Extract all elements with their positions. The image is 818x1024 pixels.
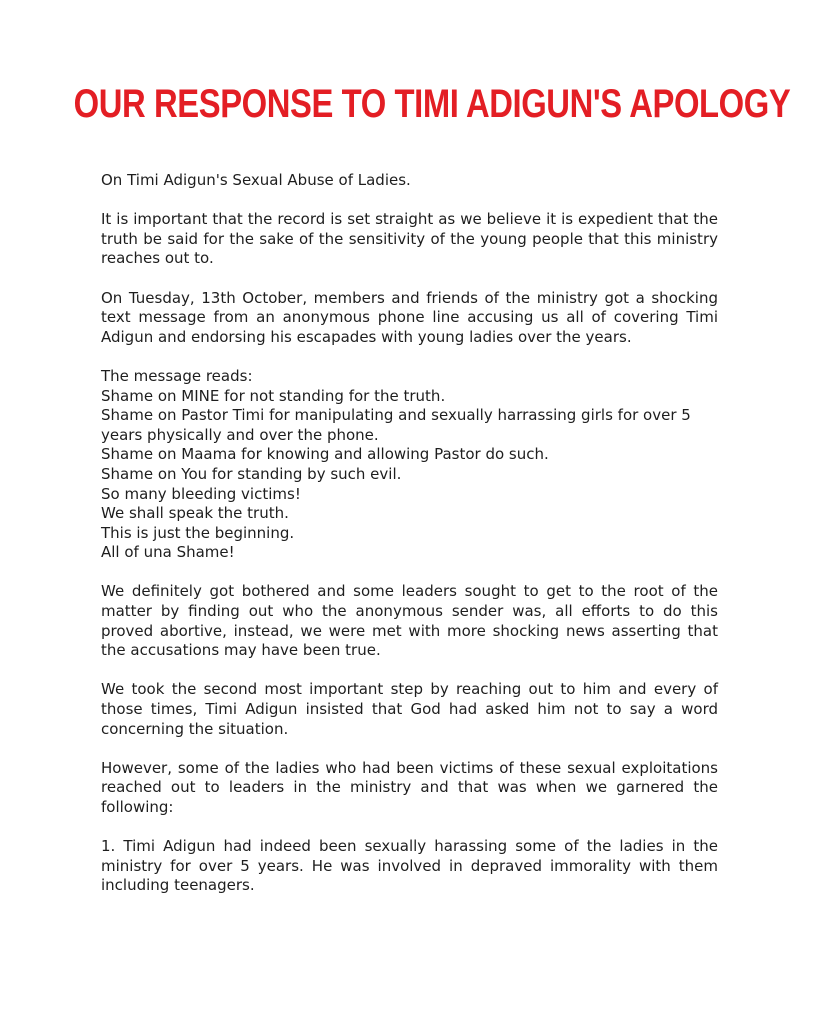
paragraph-record: It is important that the record is set straight as we believe it is expedient that the truth be said for the sake of the sensitivity of the young people that this ministry reaches out to. xyxy=(101,210,718,268)
paragraph-investigation: We definitely got bothered and some leaders sought to get to the root of the matter by finding out who the anonymous sender was, all efforts to do this proved abortive, instead, we were met with more shocking news asserting that the accusations may have been true. xyxy=(101,582,718,660)
message-line: So many bleeding victims! xyxy=(101,484,301,503)
paragraph-reaching-out: We took the second most important step by reaching out to him and every of those times, Timi Adigun insisted that God had asked him not to say a word concerning the situation. xyxy=(101,680,718,738)
message-line: We shall speak the truth. xyxy=(101,504,289,523)
document-body xyxy=(101,171,718,916)
paragraph-victims: However, some of the ladies who had been victims of these sexual exploitations reached out to leaders in the ministry and that was when we garnered the following: xyxy=(101,758,718,816)
message-line: Shame on Pastor Timi for manipulating and sexually harrassing girls for over 5 years physically and over the phone. xyxy=(101,406,691,444)
paragraph-text-message: On Tuesday, 13th October, members and friends of the ministry got a shocking text message from an anonymous phone line accusing us all of covering Timi Adigun and endorsing his escapades with young ladies over the years. xyxy=(101,288,718,346)
message-line: Shame on Maama for knowing and allowing Pastor do such. xyxy=(101,445,549,464)
message-line: This is just the beginning. xyxy=(101,523,295,542)
message-line: All of una Shame! xyxy=(101,543,235,562)
message-intro: The message reads: xyxy=(101,366,253,385)
document-subtitle: On Timi Adigun's Sexual Abuse of Ladies. xyxy=(101,171,411,189)
page-title: OUR RESPONSE TO TIMI ADIGUN'S APOLOGY xyxy=(73,82,791,126)
message-line: Shame on You for standing by such evil. xyxy=(101,464,402,483)
quoted-message xyxy=(101,367,718,563)
paragraph-finding-1: 1. Timi Adigun had indeed been sexually harassing some of the ladies in the ministry for over 5 years. He was involved in depraved immorality with them including teenagers. xyxy=(101,837,718,895)
message-line: Shame on MINE for not standing for the truth. xyxy=(101,386,446,405)
